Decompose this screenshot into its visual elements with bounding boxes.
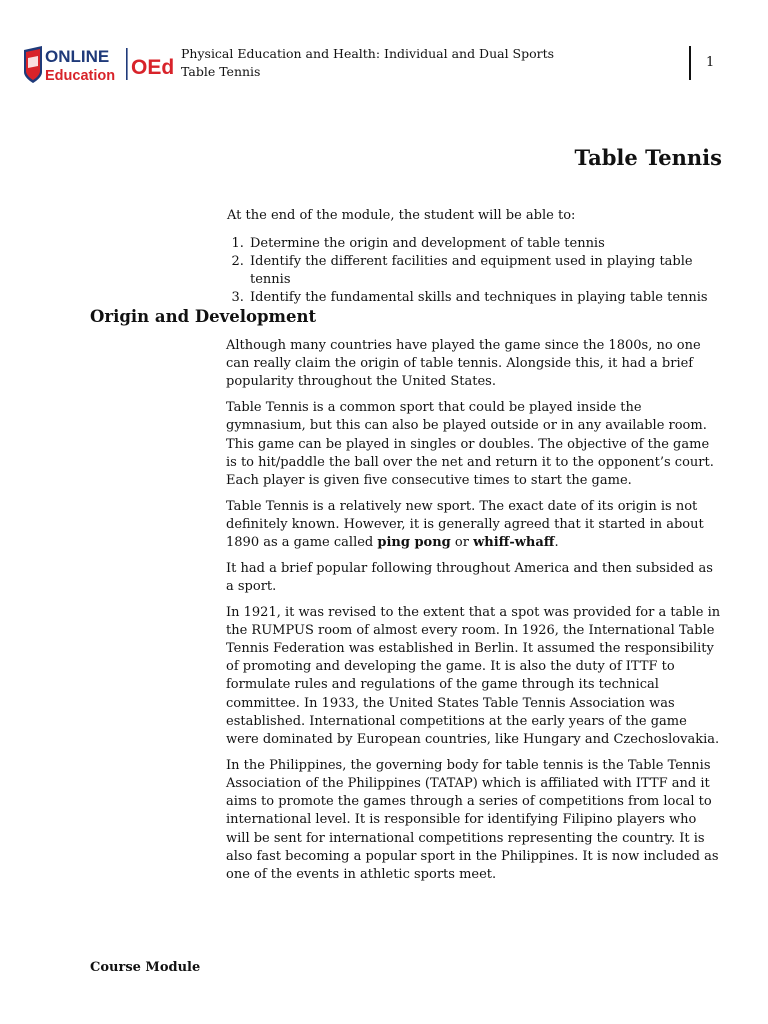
logo-text-education: Education [45, 68, 116, 84]
paragraph: It had a brief popular following throughout America and then subsided as a sport. [226, 560, 713, 594]
term-whiff-whaff: whiff-whaff [473, 535, 555, 551]
logo-mark-oed: OEd [131, 56, 175, 79]
objectives-block [227, 207, 727, 307]
objective-item: 1. Determine the origin and development of table tennis [248, 235, 727, 253]
page-title: Table Tennis [574, 145, 722, 170]
paragraph-text: Table Tennis is a relatively new sport. The exact date of its origin is not definitely known. However, it is generally agreed that it started in about 1890 as a game called [226, 498, 704, 551]
paragraph: Table Tennis is a common sport that could be played inside the gymnasium, but this can also be played outside or in any available room. This game can be played in singles or doubles. The objective of the game is to hit/paddle the ball over the net and return it to the opponent’s court. Each player is given five consecutive times to start the game. [226, 400, 714, 488]
paragraph-text: . [554, 535, 559, 551]
header-topic: Table Tennis [181, 64, 261, 79]
header-divider [689, 46, 691, 80]
course-title: Physical Education and Health: Individual and Dual Sports [181, 46, 555, 61]
paragraph-text: or [450, 535, 474, 551]
logo-text-online: ONLINE [45, 47, 110, 66]
paragraph: In the Philippines, the governing body for table tennis is the Table Tennis Association of the Philippines (TATAP) which is affiliated with ITTF and it aims to promote the games through a series of competitions from local to international level. It is responsible for identifying Filipino players who will be sent for international competitions representing the country. It is also fast becoming a popular sport in the Philippines. It is now included as one of the events in athletic sports meet. [226, 757, 719, 882]
paragraph [226, 498, 722, 553]
objective-item: 2. Identify the different facilities and equipment used in playing table tennis [248, 253, 727, 289]
paragraph: In 1921, it was revised to the extent that a spot was provided for a table in the RUMPUS room of almost every room. In 1926, the International Table Tennis Federation was established in Berlin. It assumed the responsibility of promoting and developing the game. It is also the duty of ITTF to formulate rules and regulations of the game through its technical committee. In 1933, the United States Table Tennis Association was established. International competitions at the early years of the game were dominated by European countries, like Hungary and Czechoslovakia. [226, 604, 721, 748]
header-text [181, 45, 554, 81]
objective-item: 3. Identify the fundamental skills and techniques in playing table tennis [248, 289, 727, 307]
page-header [0, 0, 768, 100]
term-ping-pong: ping pong [377, 535, 451, 551]
section-heading: Origin and Development [90, 307, 317, 326]
objectives-lead: At the end of the module, the student will be able to: [227, 208, 576, 223]
section-body [226, 337, 722, 892]
paragraph: Although many countries have played the game since the 1800s, no one can really claim the origin of table tennis. Alongside this, it had a brief popularity throughout the United States. [226, 338, 701, 390]
page-footer: Course Module [90, 960, 201, 975]
objectives-list [227, 235, 727, 307]
online-education-logo [22, 44, 177, 84]
shield-icon [24, 46, 42, 83]
page-number: 1 [706, 55, 715, 70]
